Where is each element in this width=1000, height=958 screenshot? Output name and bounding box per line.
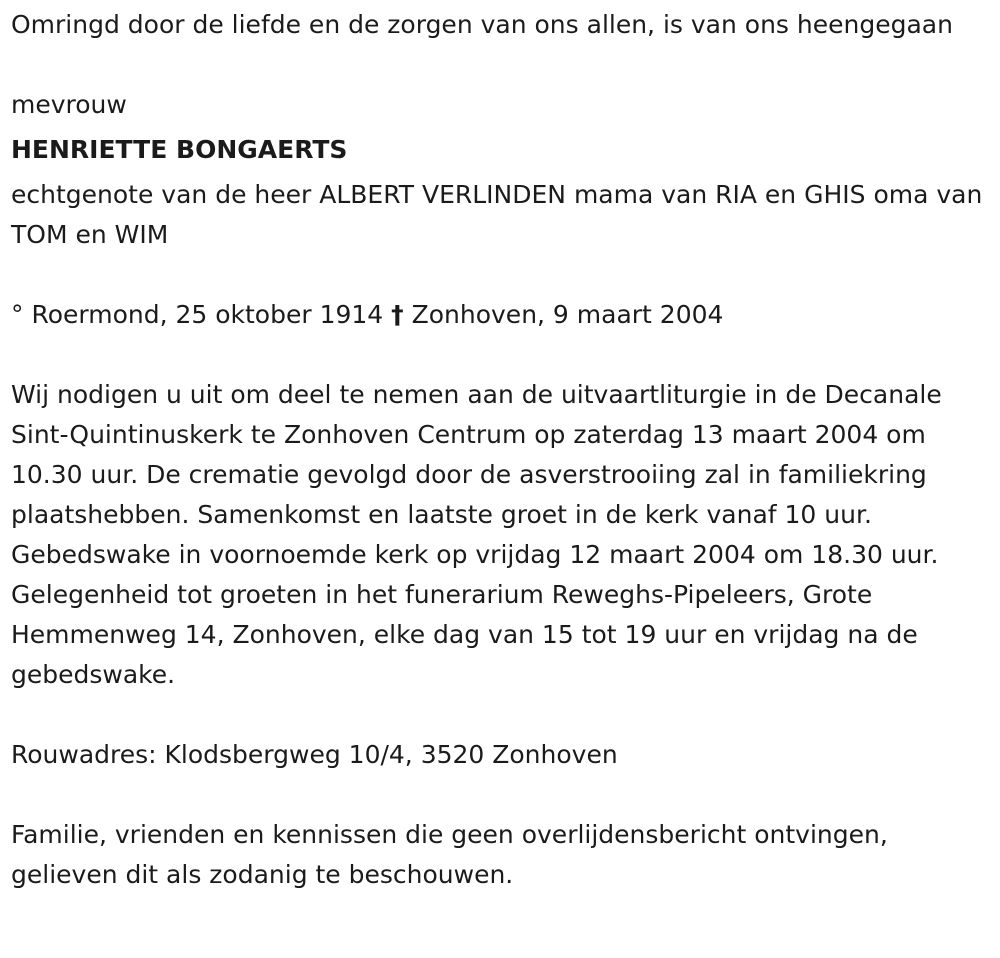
- birth-info: ° Roermond, 25 oktober 1914: [11, 300, 384, 329]
- birth-death-line: [11, 295, 996, 335]
- spacer: [11, 45, 996, 85]
- spacer: [11, 775, 996, 815]
- cross-symbol: †: [391, 300, 404, 329]
- intro-text: Omringd door de liefde en de zorgen van ons allen, is van ons heengegaan: [11, 10, 953, 39]
- obituary-notice: [11, 5, 996, 895]
- spacer: [11, 335, 996, 375]
- spacer: [11, 695, 996, 735]
- death-info: Zonhoven, 9 maart 2004: [411, 300, 724, 329]
- deceased-name: HENRIETTE BONGAERTS: [11, 135, 348, 164]
- invitation-text: Wij nodigen u uit om deel te nemen aan de uitvaartliturgie in de Decanale Sint-Quintinuskerk te Zonhoven Centrum op zaterdag 13 maart 2004 om 10.30 uur. De crematie gevolgd door de asverstrooiing zal in familiekring plaatshebben. Samenkomst en laatste groet in de kerk vanaf 10 uur. Gebedswake in voornoemde kerk op vrijdag 12 maart 2004 om 18.30 uur. Gelegenheid tot groeten in het funerarium Reweghs-Pipeleers, Grote Hemmenweg 14, Zonhoven, elke dag van 15 tot 19 uur en vrijdag na de gebedswake.: [11, 380, 942, 689]
- closing-text: Familie, vrienden en kennissen die geen overlijdensbericht ontvingen, gelieven dit als zodanig te beschouwen.: [11, 820, 888, 889]
- title-prefix: mevrouw: [11, 90, 127, 119]
- relations-text: echtgenote van de heer ALBERT VERLINDEN mama van RIA en GHIS oma van TOM en WIM: [11, 180, 983, 249]
- mourning-address: Rouwadres: Klodsbergweg 10/4, 3520 Zonhoven: [11, 740, 618, 769]
- spacer: [11, 255, 996, 295]
